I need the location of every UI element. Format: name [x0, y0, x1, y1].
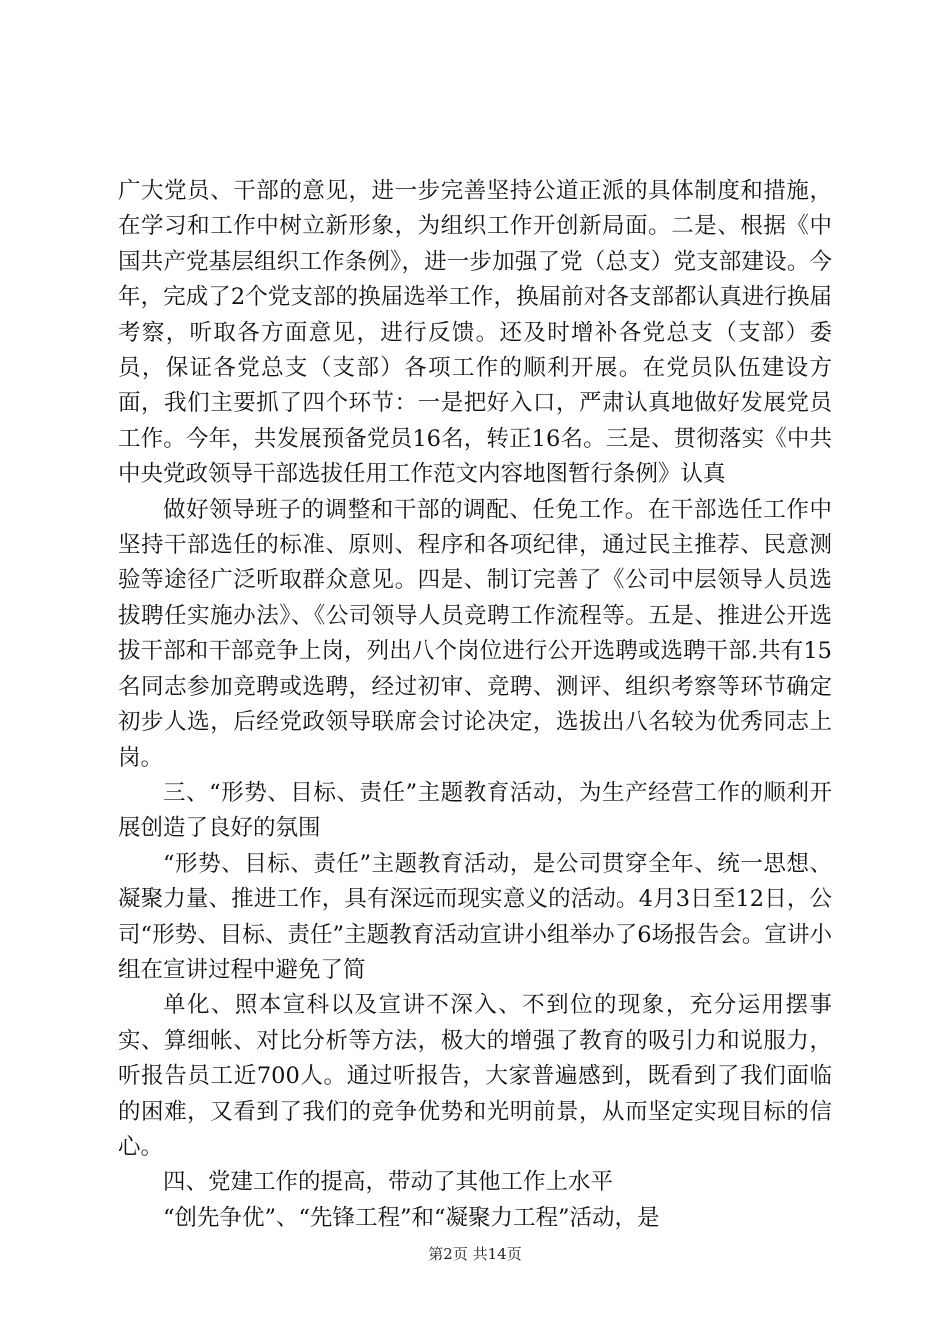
paragraph-2: 做好领导班子的调整和干部的调配、任免工作。在干部选任工作中坚持干部选任的标准、原则、程序和各项纪律，通过民主推荐、民意测验等途径广泛听取群众意见。四是、制订完善了《公司中层领导人员选拔聘任实施办法》、《公司领导人员竞聘工作流程等。五是、推进公开选拔干部和干部竞争上岗，列出八个岗位进行公开选聘或选聘干部.共有15名同志参加竞聘或选聘，经过初审、竞聘、测评、组织考察等环节确定初步人选，后经党政领导联席会讨论决定，选拔出八名较为优秀同志上岗。	[118, 496, 832, 771]
document-body	[118, 174, 832, 1236]
paragraph-4: “形势、目标、责任”主题教育活动，是公司贯穿全年、统一思想、凝聚力量、推进工作，具有深远而现实意义的活动。4月3日至12日，公司“形势、目标、责任”主题教育活动宣讲小组举办了6场报告会。宣讲小组在宣讲过程中避免了简	[118, 850, 832, 983]
paragraph-5: 单化、照本宣科以及宣讲不深入、不到位的现象，充分运用摆事实、算细帐、对比分析等方法，极大的增强了教育的吸引力和说服力，听报告员工近700人。通过听报告，大家普遍感到，既看到了我们面临的困难，又看到了我们的竞争优势和光明前景，从而坚定实现目标的信心。	[118, 992, 832, 1160]
page-number-footer: 第2页 共14页	[428, 1245, 522, 1263]
paragraph-7: “创先争优”、“先锋工程”和“凝聚力工程”活动，是	[163, 1204, 660, 1231]
section-heading-3: 三、“形势、目标、责任”主题教育活动，为生产经营工作的顺利开展创造了良好的氛围	[118, 779, 832, 842]
paragraph-1: 广大党员、干部的意见，进一步完善坚持公道正派的具体制度和措施，在学习和工作中树立新形象，为组织工作开创新局面。二是、根据《中国共产党基层组织工作条例》，进一步加强了党（总支）党支部建设。今年，完成了2个党支部的换届选举工作，换届前对各支部都认真进行换届考察，听取各方面意见，进行反馈。还及时增补各党总支（支部）委员，保证各党总支（支部）各项工作的顺利开展。在党员队伍建设方面，我们主要抓了四个环节：一是把好入口，严肃认真地做好发展党员工作。今年，共发展预备党员16名，转正16名。三是、贯彻落实《中共中央党政领导干部选拔任用工作范文内容地图暂行条例》认真	[118, 178, 832, 488]
section-heading-4: 四、党建工作的提高，带动了其他工作上水平	[163, 1169, 614, 1196]
